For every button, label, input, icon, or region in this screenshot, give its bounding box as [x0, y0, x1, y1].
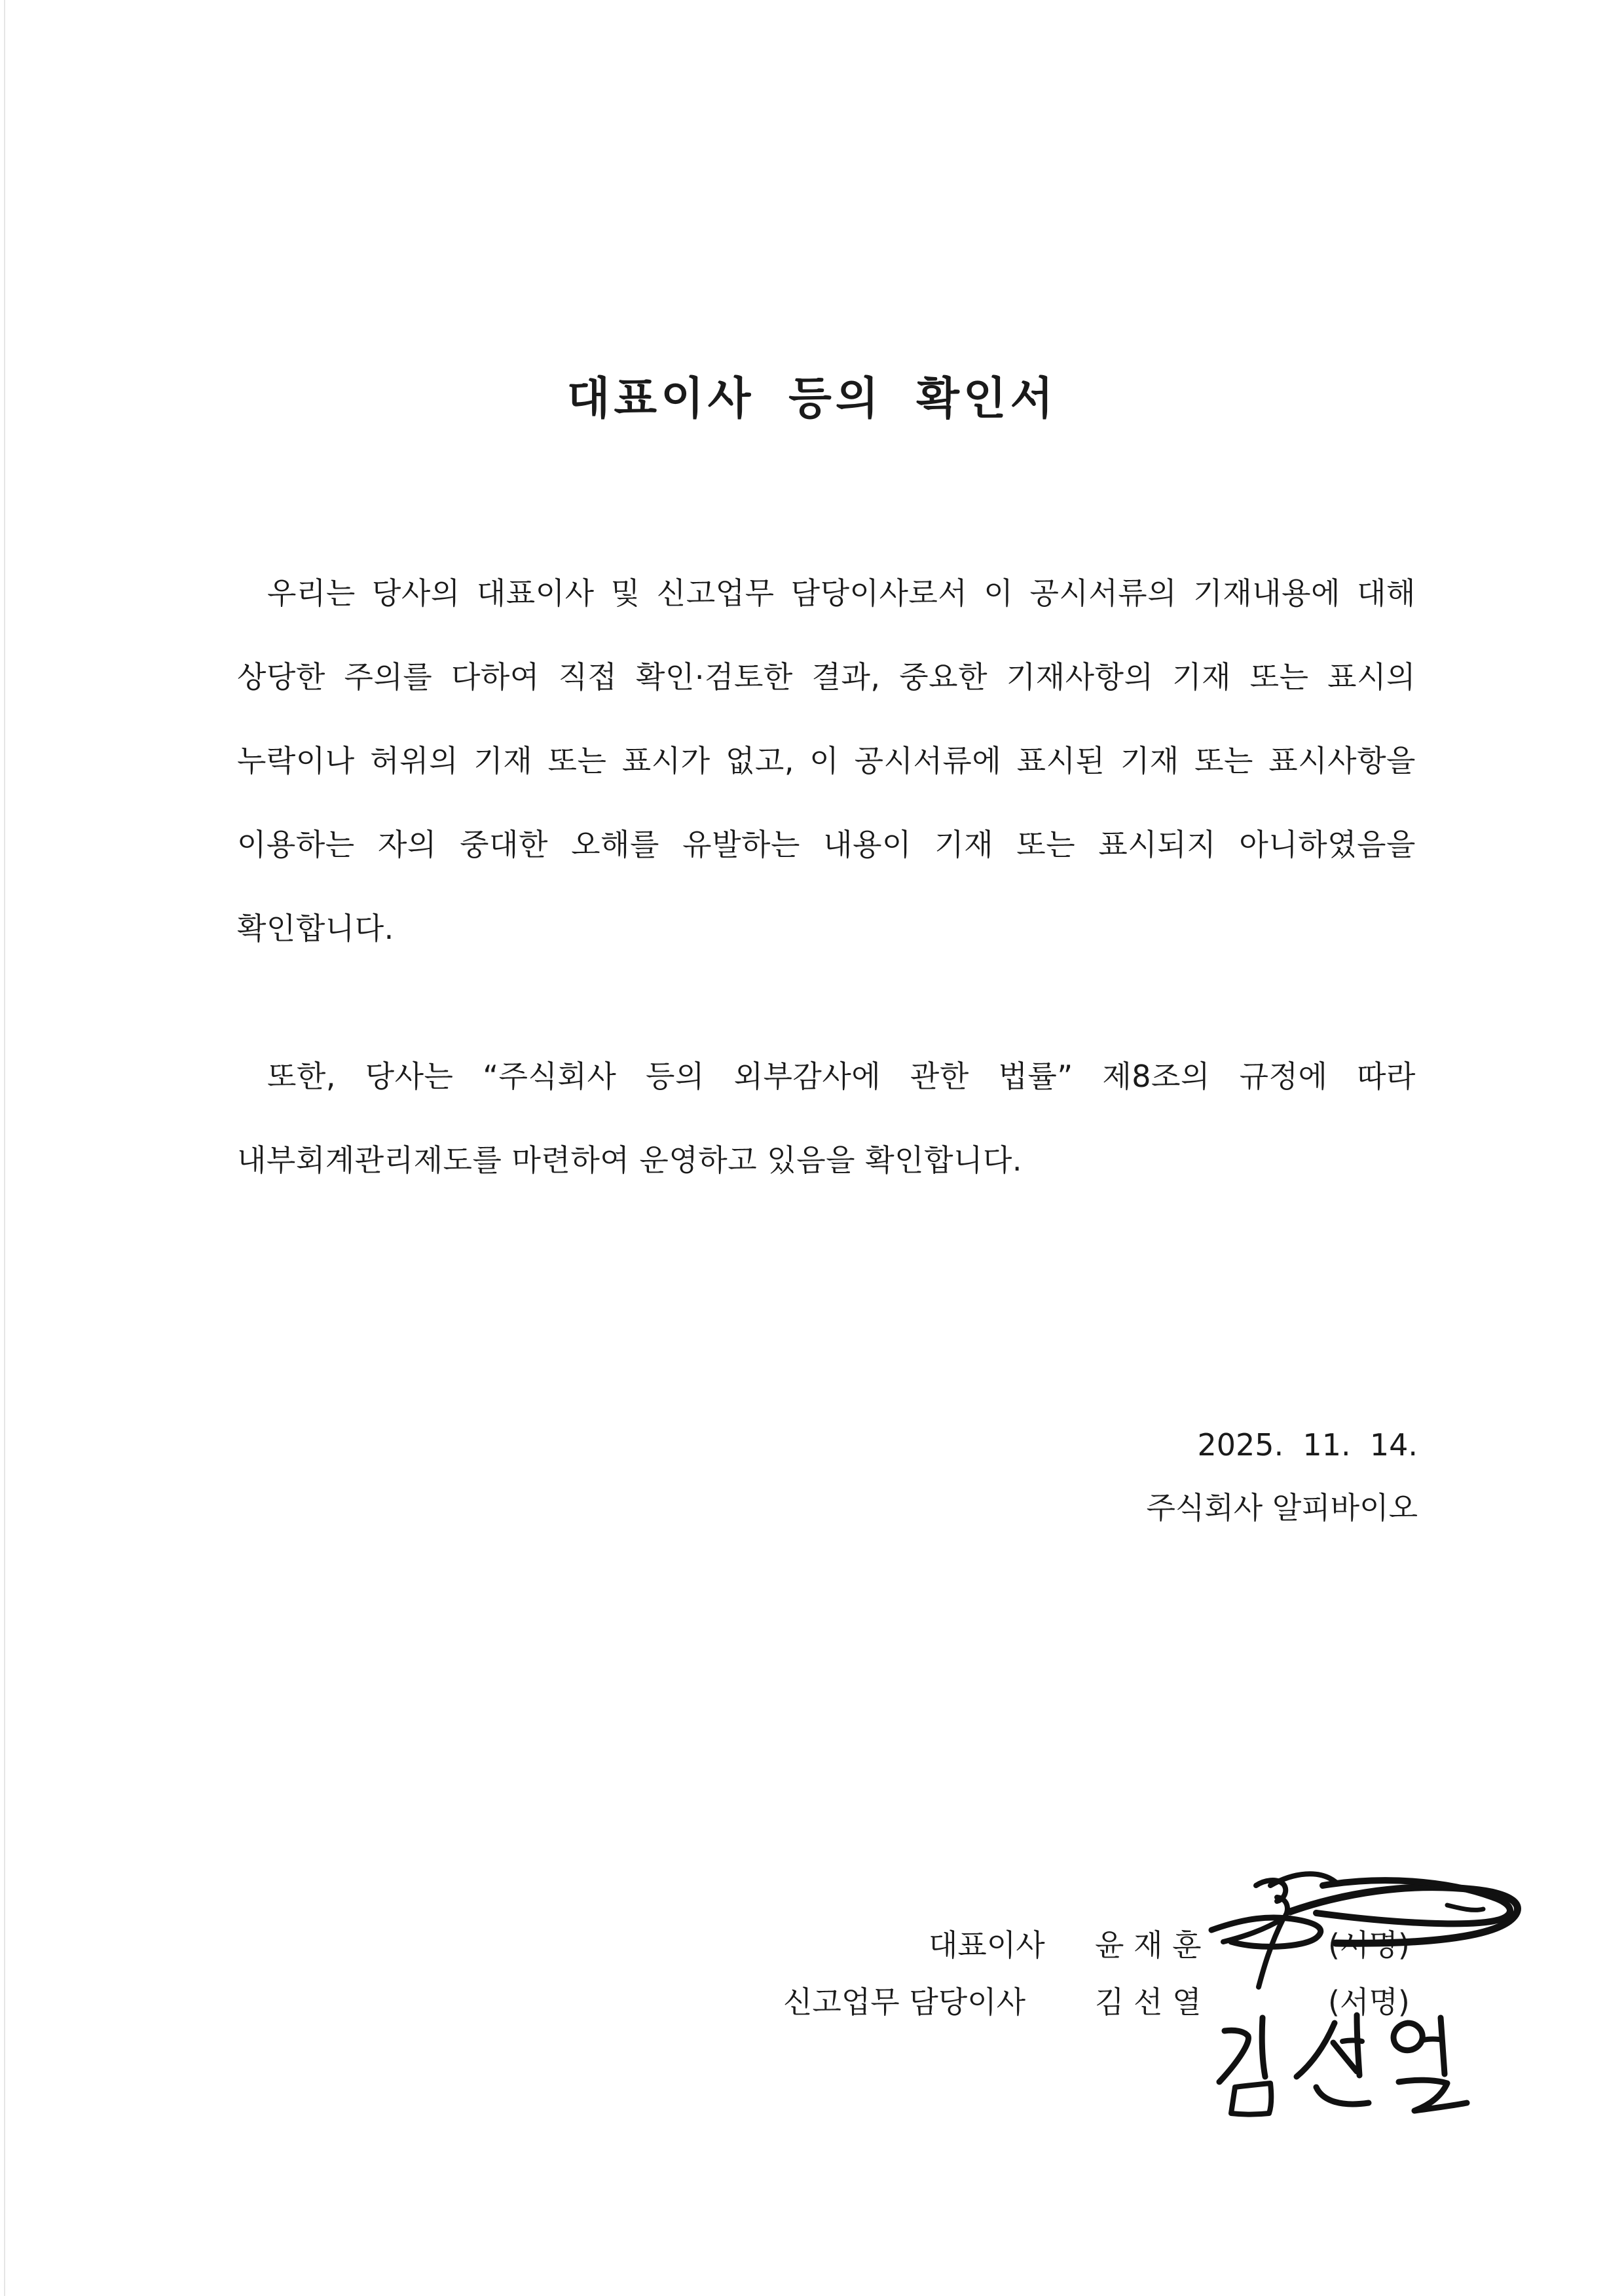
signature-mark-ceo: (서명)	[1328, 1927, 1410, 1963]
company-name: 주식회사 알피바이오	[1146, 1490, 1418, 1525]
document-date: 2025. 11. 14.	[1197, 1427, 1418, 1463]
director-signature-stroke	[1424, 2039, 1442, 2041]
director-signature-stroke	[1393, 2023, 1422, 2050]
director-signature-stroke	[1357, 2015, 1359, 2075]
director-signature-stroke	[1441, 2018, 1445, 2074]
director-signature-stroke	[1219, 2030, 1249, 2082]
signature-mark-disclosure-director: (서명)	[1328, 1984, 1410, 2020]
director-signature-stroke	[1262, 2018, 1265, 2077]
scan-edge-line	[4, 0, 5, 2296]
director-signature-stroke	[1231, 2083, 1271, 2115]
internal-control-paragraph: 또한, 당사는 “주식회사 등의 외부감사에 관한 법률” 제8조의 규정에 따라 내부회계관리제도를 마련하여 운영하고 있음을 확인합니다.	[237, 1059, 1416, 1178]
confirmation-paragraph: 우리는 당사의 대표이사 및 신고업무 담당이사로서 이 공시서류의 기재내용에 대해 상당한 주의를 다하여 직접 확인·검토한 결과, 중요한 기재사항의 기재 또는 표시의 누락이나 허위의 기재 또는 표시가 없고, 이 공시서류에 표시된 기재 또는 표시사항을 이용하는 자의 중대한 오해를 유발하는 내용이 기재 또는 표시되지 아니하였음을 확인합니다.	[237, 575, 1416, 946]
handwritten-signature	[1185, 1846, 1552, 2134]
signatory-role-disclosure-director: 신고업무 담당이사	[783, 1984, 1026, 2020]
director-signature-stroke	[1342, 2041, 1362, 2042]
document-title: 대표이사 등의 확인서	[566, 373, 1058, 425]
signatory-name-disclosure-director: 김 선 열	[1095, 1984, 1202, 2020]
signatory-name-ceo: 윤 재 훈	[1095, 1927, 1202, 1963]
director-signature-stroke	[1297, 2023, 1335, 2077]
director-signature-stroke	[1333, 2043, 1357, 2071]
director-signature-stroke	[1399, 2080, 1467, 2111]
signatory-role-ceo: 대표이사	[929, 1927, 1045, 1963]
ceo-signature-stroke	[1447, 1905, 1483, 1910]
director-signature-stroke	[1316, 2087, 1369, 2104]
